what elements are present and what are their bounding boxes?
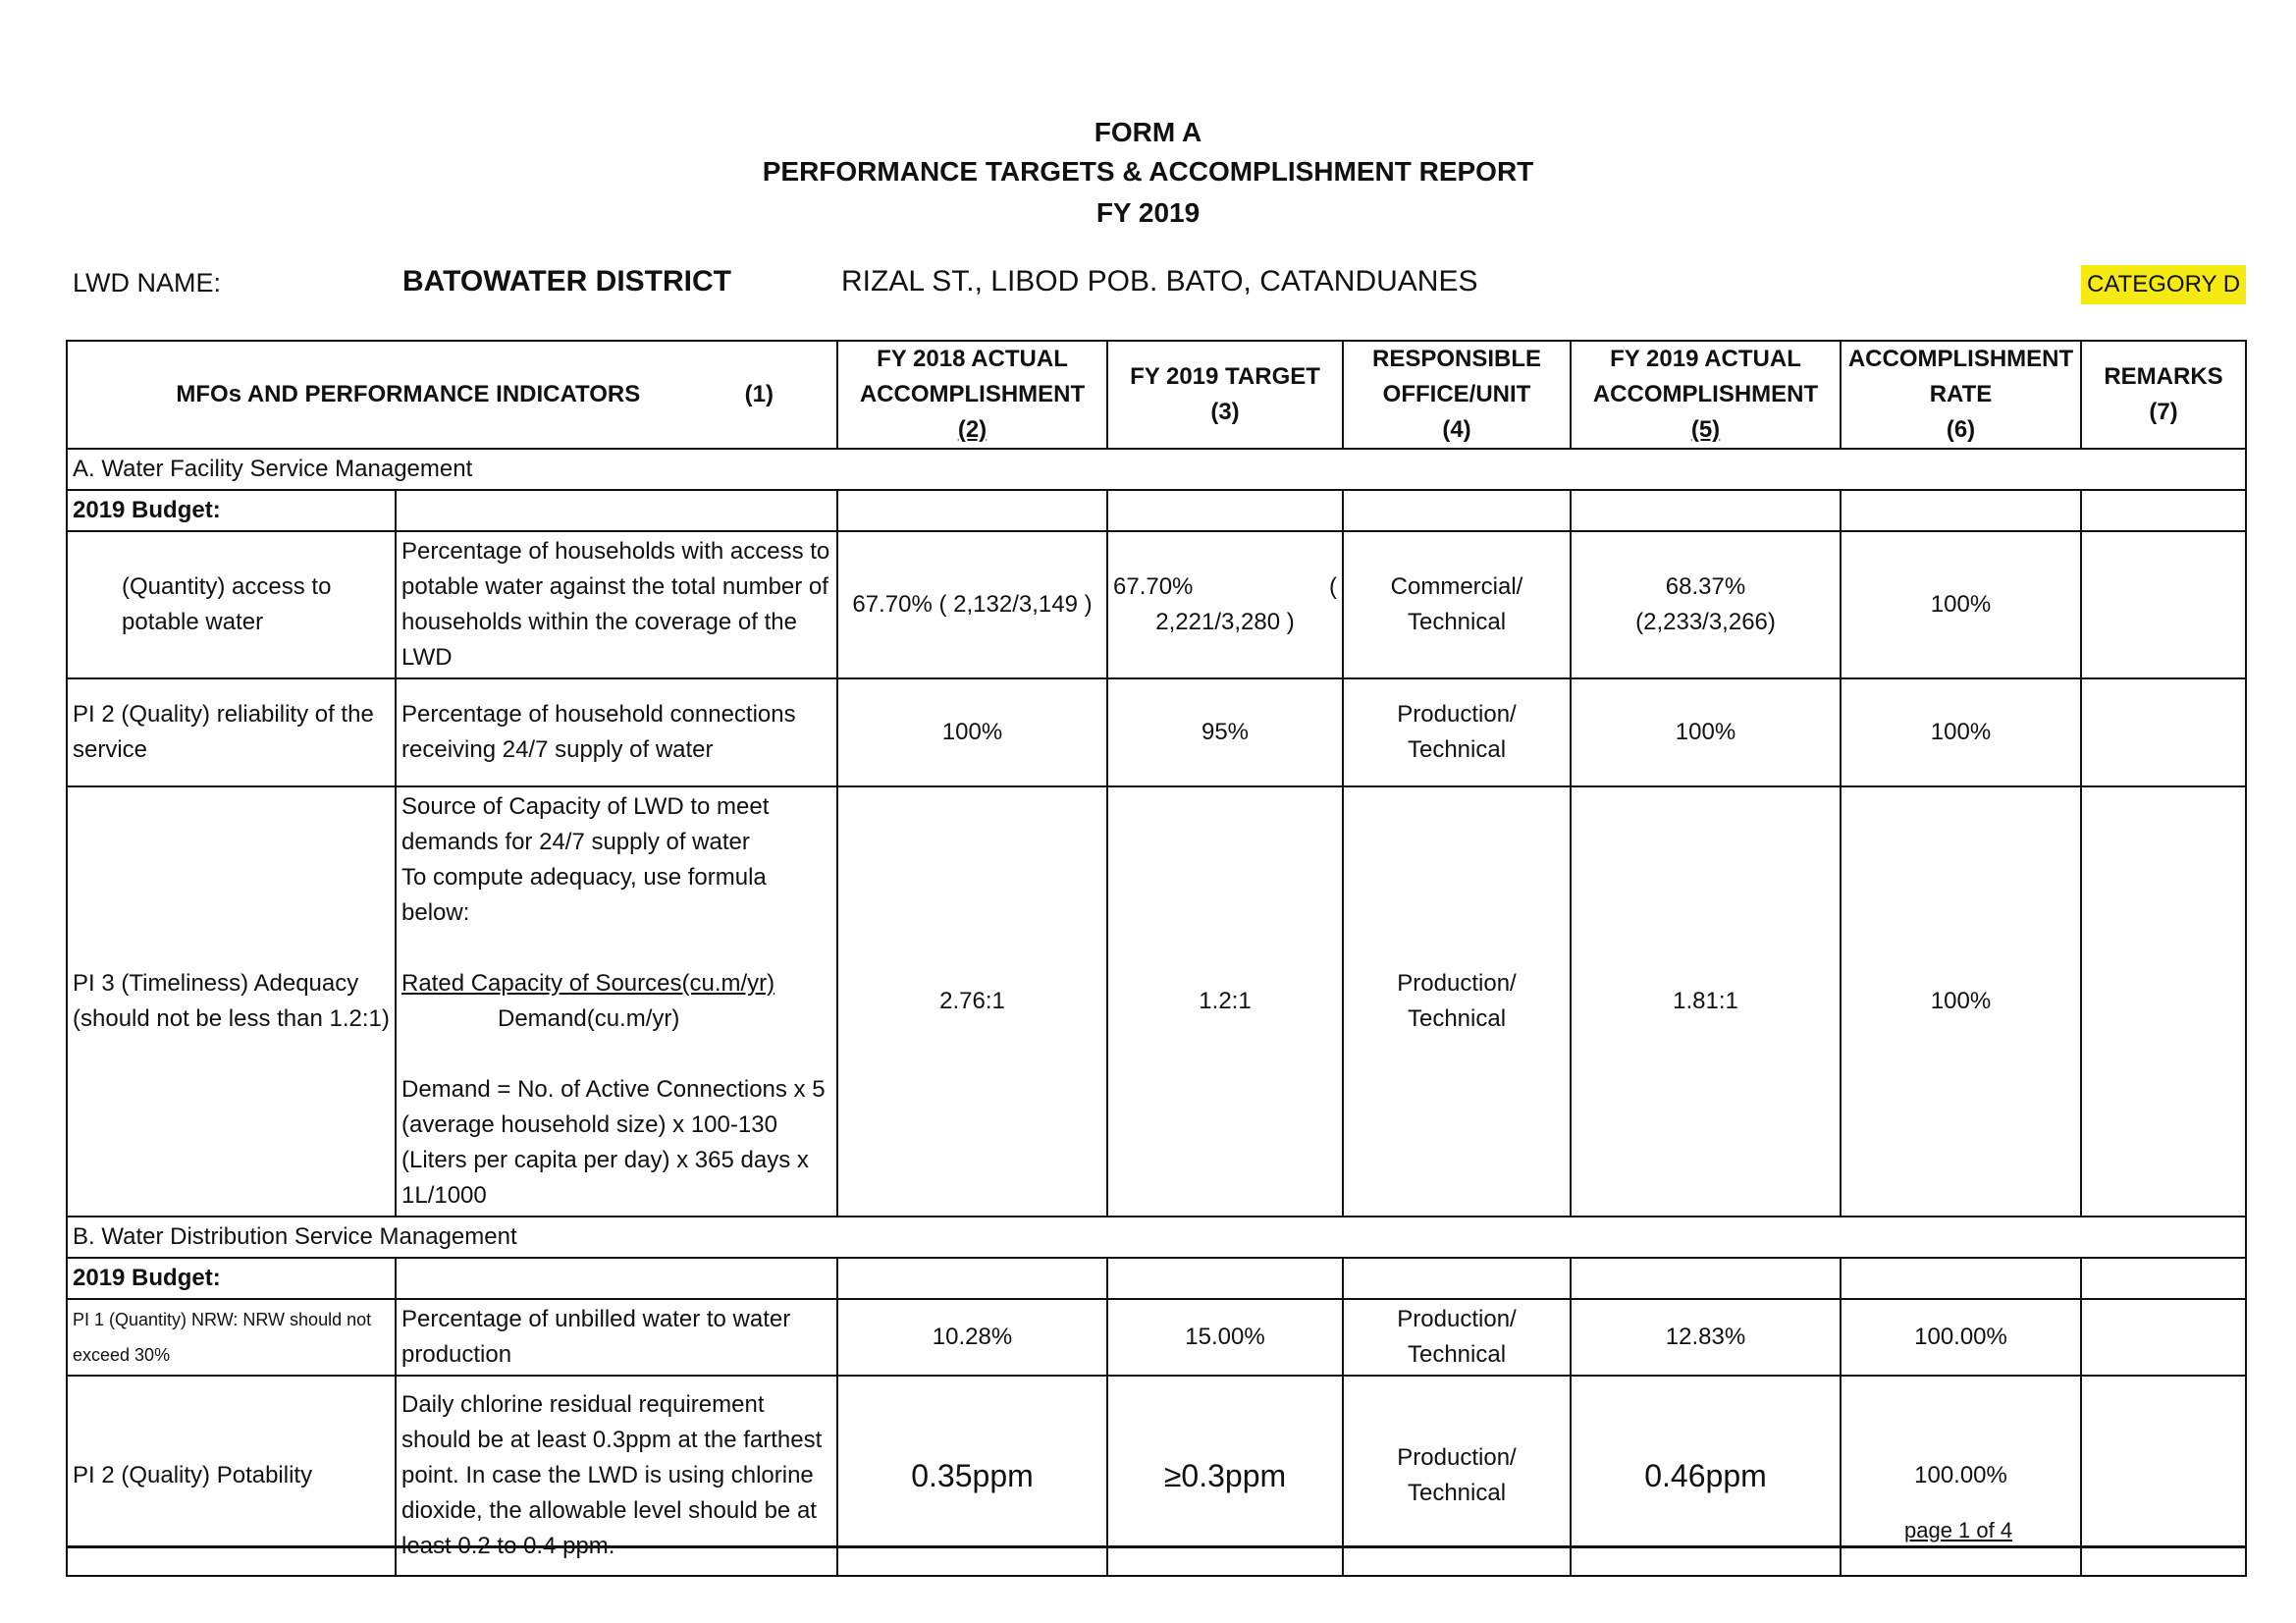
indicator-description — [396, 786, 837, 1217]
empty-cell — [1343, 1258, 1571, 1299]
office-value — [1343, 531, 1571, 678]
empty-cell — [1107, 490, 1343, 531]
office-value — [1343, 678, 1571, 786]
header-mfo-label: MFOs AND PERFORMANCE INDICATORS — [176, 381, 641, 407]
lwd-name-label: LWD NAME: — [73, 268, 222, 298]
section-a-row — [67, 449, 2246, 490]
target-value-part1: 67.70% — [1113, 573, 1194, 600]
header-remarks-line1: REMARKS — [2104, 363, 2223, 390]
remarks-value — [2081, 786, 2246, 1217]
pi-cell: PI 2 (Quality) reliability of the service — [67, 678, 396, 786]
remarks-value — [2081, 1299, 2246, 1376]
table-row — [67, 1299, 2246, 1376]
indicator-text: Percentage of households with access to potable water against the total number of households within the coverage of the LWD — [401, 538, 830, 671]
rate-value: 100.00% — [1841, 1299, 2081, 1376]
fiscal-year-title: FY 2019 — [1095, 197, 1201, 228]
target-value: ≥0.3ppm — [1107, 1376, 1343, 1576]
pi-cell: PI 1 (Quantity) NRW: NRW should not exceed 30% — [67, 1299, 396, 1376]
rate-value: 100% — [1841, 678, 2081, 786]
header-fy2018-line3: (2) — [957, 416, 988, 443]
section-a-budget-row — [67, 490, 2246, 531]
header-remarks-line2: (7) — [2149, 399, 2178, 425]
indicator-line2: To compute adequacy, use formula below: — [401, 864, 767, 926]
pi-cell: PI 3 (Timeliness) Adequacy (should not be less than 1.2:1) — [67, 786, 396, 1217]
pi-text: (Quantity) access to potable water — [122, 573, 332, 635]
empty-cell — [1841, 490, 2081, 531]
section-a-budget-label: 2019 Budget: — [67, 490, 396, 531]
target-value: 95% — [1107, 678, 1343, 786]
office-line1: Commercial/ — [1390, 573, 1523, 600]
pi-cell: PI 2 (Quality) Potability — [67, 1376, 396, 1576]
fy2019-value: 0.46ppm — [1571, 1376, 1841, 1576]
fy2019-line2: (2,233/3,266) — [1635, 609, 1776, 635]
office-line1: Production/ — [1397, 1306, 1517, 1332]
lwd-name-value: BATOWATER DISTRICT — [402, 265, 731, 298]
empty-cell — [1571, 1258, 1841, 1299]
indicator-description: Daily chlorine residual requirement should be at least 0.3ppm at the farthest point. In case the LWD is using chlorine dioxide, the allowable level should be at least 0.2 to 0.4 ppm. — [396, 1376, 837, 1576]
header-office-line2: OFFICE/UNIT — [1382, 381, 1531, 407]
header-fy2018 — [837, 341, 1107, 449]
office-line1: Production/ — [1397, 701, 1517, 728]
section-b-row — [67, 1217, 2246, 1258]
table-row — [67, 531, 2246, 678]
empty-cell — [1343, 490, 1571, 531]
page-number: page 1 of 4 — [1904, 1518, 2013, 1542]
fy2019-value: 100% — [1571, 678, 1841, 786]
header-fy2019 — [1571, 341, 1841, 449]
category-badge: CATEGORY D — [2081, 265, 2246, 304]
header-fy2019-line1: FY 2019 ACTUAL — [1610, 346, 1801, 372]
header-mfo-number: (1) — [744, 381, 774, 407]
header-target — [1107, 341, 1343, 449]
performance-table — [66, 340, 2247, 1577]
empty-cell — [837, 490, 1107, 531]
section-b-budget-row — [67, 1258, 2246, 1299]
header-rate — [1841, 341, 2081, 449]
indicator-description: Percentage of unbilled water to water production — [396, 1299, 837, 1376]
formula-numerator: Rated Capacity of Sources(cu.m/yr) — [401, 970, 775, 997]
section-b-budget-label: 2019 Budget: — [67, 1258, 396, 1299]
empty-cell — [396, 1258, 837, 1299]
indicator-description — [396, 531, 837, 678]
section-b-title: B. Water Distribution Service Management — [67, 1217, 2246, 1258]
fy2018-value: 10.28% — [837, 1299, 1107, 1376]
header-fy2018-line1: FY 2018 ACTUAL — [877, 346, 1068, 372]
rate-value: 100.00% — [1841, 1376, 2081, 1576]
table-row — [67, 786, 2246, 1217]
office-line1: Production/ — [1397, 970, 1517, 997]
office-line2: Technical — [1407, 1341, 1507, 1368]
target-value-part2: ( — [1329, 573, 1337, 600]
formula-denominator: Demand(cu.m/yr) — [498, 1005, 680, 1032]
header-fy2019-line3: (5) — [1690, 416, 1721, 443]
fy2018-value: 100% — [837, 678, 1107, 786]
header-rate-line2: RATE — [1929, 381, 1993, 407]
rate-value: 100% — [1841, 531, 2081, 678]
office-line2: Technical — [1407, 1005, 1507, 1032]
header-office-line3: (4) — [1442, 416, 1471, 443]
fy2019-value — [1571, 531, 1841, 678]
form-title: FORM A — [1094, 117, 1202, 147]
indicator-line5: Demand = No. of Active Connections x 5 (average household size) x 100-130 (Liters per capita per day) x 365 days x 1L/1000 — [401, 1076, 826, 1209]
fy2019-value: 12.83% — [1571, 1299, 1841, 1376]
office-value — [1343, 786, 1571, 1217]
fy2018-value: 2.76:1 — [837, 786, 1107, 1217]
target-value: 15.00% — [1107, 1299, 1343, 1376]
indicator-description: Percentage of household connections receiving 24/7 supply of water — [396, 678, 837, 786]
section-a-title: A. Water Facility Service Management — [67, 449, 2246, 490]
footer-divider — [66, 1545, 2247, 1548]
rate-value: 100% — [1841, 786, 2081, 1217]
header-target-line2: (3) — [1210, 399, 1240, 425]
empty-cell — [396, 490, 837, 531]
office-line1: Production/ — [1397, 1444, 1517, 1471]
office-line2: Technical — [1407, 736, 1507, 763]
empty-cell — [1107, 1258, 1343, 1299]
header-target-line1: FY 2019 TARGET — [1130, 363, 1320, 390]
office-value — [1343, 1299, 1571, 1376]
header-office-line1: RESPONSIBLE — [1371, 346, 1542, 372]
office-line2: Technical — [1407, 1480, 1507, 1506]
fy2018-value: 67.70% ( 2,132/3,149 ) — [837, 531, 1107, 678]
empty-cell — [2081, 490, 2246, 531]
header-rate-line1: ACCOMPLISHMENT — [1847, 346, 2074, 372]
header-rate-line3: (6) — [1946, 416, 1976, 443]
header-remarks — [2081, 341, 2246, 449]
fy2019-line1: 68.37% — [1665, 573, 1746, 600]
pi-cell — [67, 531, 396, 678]
target-value-part3: 2,221/3,280 ) — [1155, 609, 1295, 635]
remarks-value — [2081, 678, 2246, 786]
target-value: 1.2:1 — [1107, 786, 1343, 1217]
header-fy2019-line2: ACCOMPLISHMENT — [1592, 381, 1819, 407]
empty-cell — [2081, 1258, 2246, 1299]
target-value — [1107, 531, 1343, 678]
header-row — [67, 341, 2246, 449]
header-mfo — [67, 341, 837, 449]
office-line2: Technical — [1407, 609, 1507, 635]
header-fy2018-line2: ACCOMPLISHMENT — [859, 381, 1086, 407]
table-row — [67, 678, 2246, 786]
remarks-value — [2081, 531, 2246, 678]
empty-cell — [837, 1258, 1107, 1299]
fy2018-value: 0.35ppm — [837, 1376, 1107, 1576]
empty-cell — [1841, 1258, 2081, 1299]
fy2019-value: 1.81:1 — [1571, 786, 1841, 1217]
empty-cell — [1571, 490, 1841, 531]
indicator-line1: Source of Capacity of LWD to meet demands for 24/7 supply of water — [401, 793, 770, 855]
header-office — [1343, 341, 1571, 449]
report-title: PERFORMANCE TARGETS & ACCOMPLISHMENT REPORT — [762, 156, 1534, 187]
lwd-address: RIZAL ST., LIBOD POB. BATO, CATANDUANES — [841, 265, 1478, 298]
